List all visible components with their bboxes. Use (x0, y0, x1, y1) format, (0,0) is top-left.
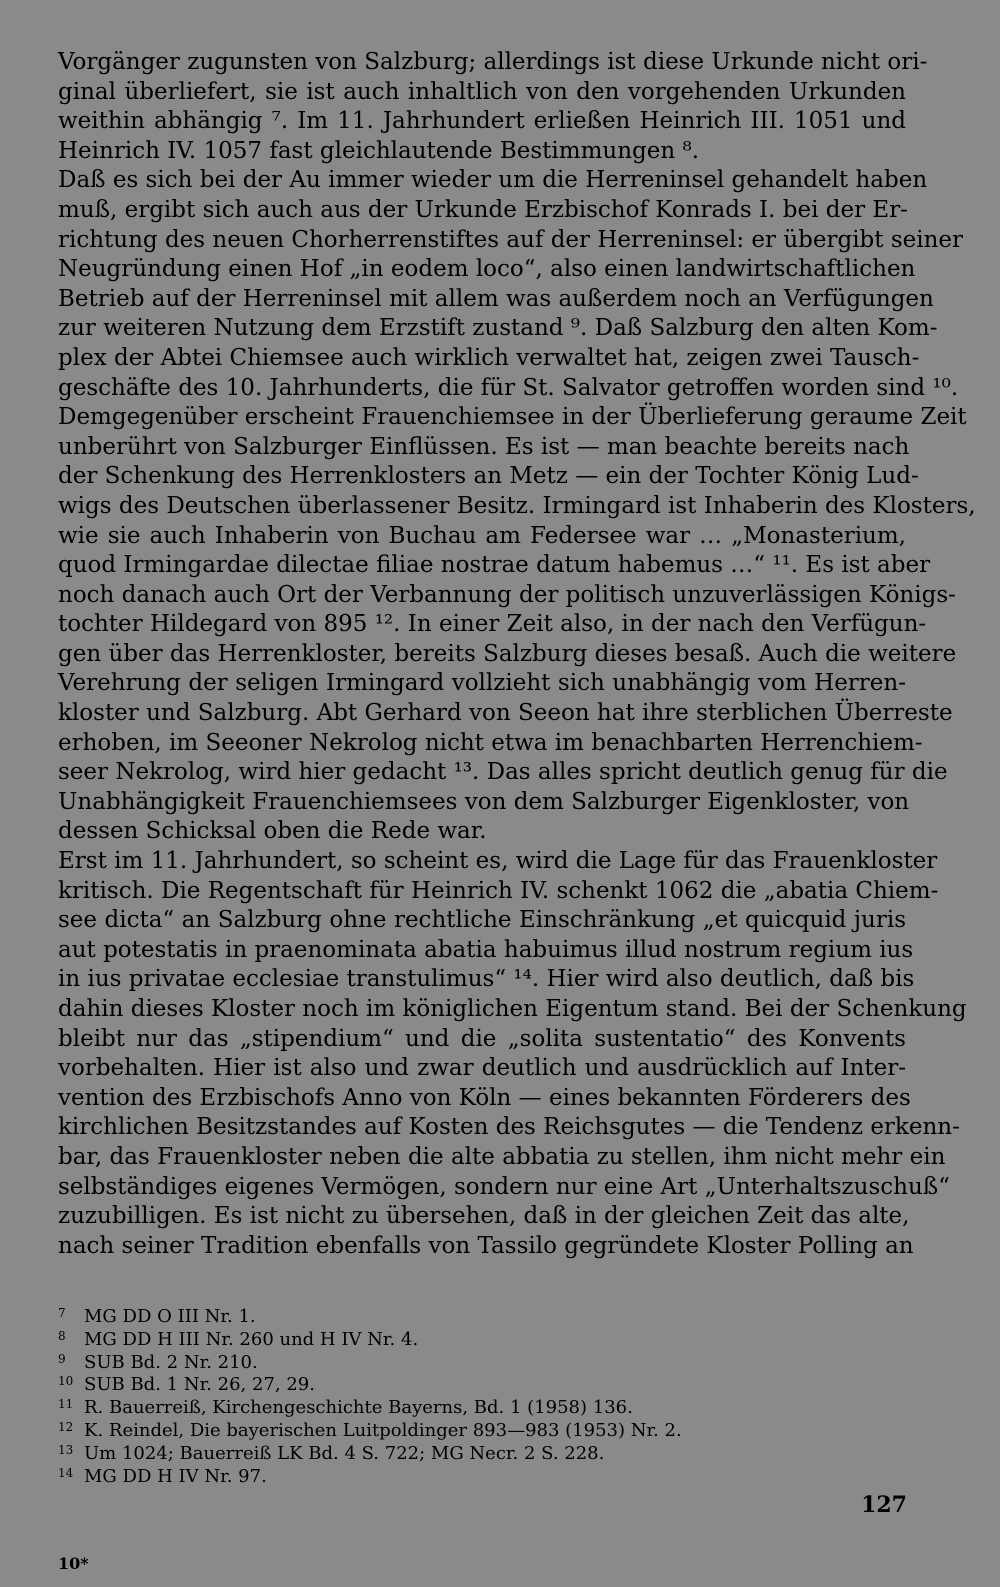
footnote (58, 1393, 906, 1419)
footnote-number: 10 (58, 1374, 74, 1389)
footnote (58, 1439, 906, 1462)
body-line: gen über das Herrenkloster, bereits Salzburg dieses besaß. Auch die weitere (58, 640, 957, 667)
body-line: Demgegenüber erscheint Frauenchiemsee in der Überlieferung geraume Zeit (58, 404, 967, 431)
footnote-number: 8 (58, 1328, 66, 1343)
footnote-text: K. Reindel, Die bayerischen Luitpoldinger 893—983 (1953) Nr. 2. (84, 1419, 682, 1441)
body-line: quod Irmingardae dilectae filiae nostrae datum habemus …“ ¹¹. Es ist aber (58, 552, 931, 579)
body-line: vention des Erzbischofs Anno von Köln — eines bekannten Förderers des (58, 1084, 911, 1111)
footnotes (58, 1302, 906, 1487)
body-line: erhoben, im Seeoner Nekrolog nicht etwa im benachbarten Herrenchiem- (58, 729, 923, 756)
body-line: der Schenkung des Herrenklosters an Metz — ein der Tochter König Lud- (58, 463, 919, 490)
body-line: kloster und Salzburg. Abt Gerhard von Seeon hat ihre sterblichen Überreste (58, 700, 953, 727)
body-line: Unabhängigkeit Frauenchiemsees von dem Salzburger Eigenkloster, von (58, 788, 910, 815)
body-line: wie sie auch Inhaberin von Buchau am Federsee war … „Monasterium, (58, 522, 906, 549)
body-line: weithin abhängig ⁷. Im 11. Jahrhundert erließen Heinrich III. 1051 und (58, 108, 906, 135)
body-line: seer Nekrolog, wird hier gedacht ¹³. Das alles spricht deutlich genug für die (58, 759, 948, 786)
body-line: Daß es sich bei der Au immer wieder um die Herreninsel gehandelt haben (58, 167, 928, 194)
body-line: dahin dieses Kloster noch im königlichen Eigentum stand. Bei der Schenkung (58, 996, 967, 1022)
body-line: geschäfte des 10. Jahrhunderts, die für St. Salvator getroffen worden sind ¹⁰. (58, 374, 959, 401)
body-line: bar, das Frauenkloster neben die alte abbatia zu stellen, ihm nicht mehr ein (58, 1143, 946, 1170)
footnote-number: 7 (58, 1306, 66, 1320)
body-line: Vorgänger zugunsten von Salzburg; allerdings ist diese Urkunde nicht ori- (58, 49, 928, 75)
signature-mark: 10* (58, 1554, 89, 1573)
body-line: ginal überliefert, sie ist auch inhaltlich von den vorgehenden Urkunden (58, 78, 906, 105)
footnote-number: 12 (58, 1419, 74, 1434)
footnote-number: 13 (58, 1442, 74, 1457)
body-line: selbständiges eigenes Vermögen, sondern nur eine Art „Unterhaltszuschuß“ (58, 1173, 950, 1200)
body-line: Betrieb auf der Herreninsel mit allem was außerdem noch an Verfügungen (58, 285, 934, 312)
footnote-text: Um 1024; Bauerreiß LK Bd. 4 S. 722; MG Necr. 2 S. 228. (84, 1442, 605, 1464)
footnote (58, 1462, 906, 1485)
body-line: vorbehalten. Hier ist also und zwar deutlich und ausdrücklich auf Inter- (58, 1055, 906, 1082)
page-number: 127 (861, 1492, 907, 1518)
body-line: kritisch. Die Regentschaft für Heinrich IV. schenkt 1062 die „abatia Chiem- (58, 877, 939, 904)
body-line: see dicta“ an Salzburg ohne rechtliche Einschränkung „et quicquid juris (58, 907, 906, 934)
body-line: plex der Abtei Chiemsee auch wirklich verwaltet hat, zeigen zwei Tausch- (58, 344, 920, 371)
body-line: zur weiteren Nutzung dem Erzstift zustand ⁹. Daß Salzburg den alten Kom- (58, 315, 938, 342)
footnote-text: SUB Bd. 2 Nr. 210. (84, 1351, 258, 1373)
footnote (58, 1348, 906, 1371)
footnote-number: 9 (58, 1351, 66, 1366)
body-text (58, 48, 976, 1261)
body-line: kirchlichen Besitzstandes auf Kosten des Reichsgutes — die Tendenz erkenn- (58, 1114, 960, 1141)
body-line: richtung des neuen Chorherrenstiftes auf der Herreninsel: er übergibt seiner (58, 226, 964, 253)
body-line: muß, ergibt sich auch aus der Urkunde Erzbischof Konrads I. bei der Er- (58, 196, 908, 223)
body-line: in ius privatae ecclesiae transtulimus“ ¹⁴. Hier wird also deutlich, daß bis (58, 966, 915, 993)
footnote-text: SUB Bd. 1 Nr. 26, 27, 29. (84, 1374, 315, 1396)
footnote-number: 14 (58, 1465, 74, 1480)
footnote-number: 11 (58, 1397, 74, 1412)
footnote (58, 1325, 906, 1348)
body-line: bleibt nur das „stipendium“ und die „solita sustentatio“ des Konvents (58, 1025, 906, 1052)
body-line: dessen Schicksal oben die Rede war. (58, 818, 487, 845)
body-line: nach seiner Tradition ebenfalls von Tassilo gegründete Kloster Polling an (58, 1232, 914, 1259)
footnote-text: MG DD H IV Nr. 97. (84, 1465, 267, 1487)
footnote (58, 1370, 906, 1396)
body-line: Heinrich IV. 1057 fast gleichlautende Bestimmungen ⁸. (58, 137, 700, 164)
footnote (58, 1416, 906, 1439)
footnote (58, 1302, 906, 1325)
body-line: Neugründung einen Hof „in eodem loco“, also einen landwirtschaftlichen (58, 256, 916, 283)
body-line: noch danach auch Ort der Verbannung der politisch unzuverlässigen Königs- (58, 581, 956, 608)
footnote-text: MG DD O III Nr. 1. (84, 1306, 256, 1327)
body-line: wigs des Deutschen überlassener Besitz. Irmingard ist Inhaberin des Klosters, (58, 492, 976, 519)
body-line: zuzubilligen. Es ist nicht zu übersehen, daß in der gleichen Zeit das alte, (58, 1203, 910, 1230)
body-line: aut potestatis in praenominata abatia habuimus illud nostrum regium ius (58, 936, 914, 963)
body-line: Verehrung der seligen Irmingard vollzieht sich unabhängig vom Herren- (58, 670, 906, 697)
body-line: Erst im 11. Jahrhundert, so scheint es, wird die Lage für das Frauenkloster (58, 848, 938, 875)
body-line: unberührt von Salzburger Einflüssen. Es ist — man beachte bereits nach (58, 433, 910, 460)
footnote-text: R. Bauerreiß, Kirchengeschichte Bayerns, Bd. 1 (1958) 136. (84, 1397, 633, 1419)
body-line: tochter Hildegard von 895 ¹². In einer Zeit also, in der nach den Verfügun- (58, 611, 927, 638)
footnote-text: MG DD H III Nr. 260 und H IV Nr. 4. (84, 1328, 419, 1350)
